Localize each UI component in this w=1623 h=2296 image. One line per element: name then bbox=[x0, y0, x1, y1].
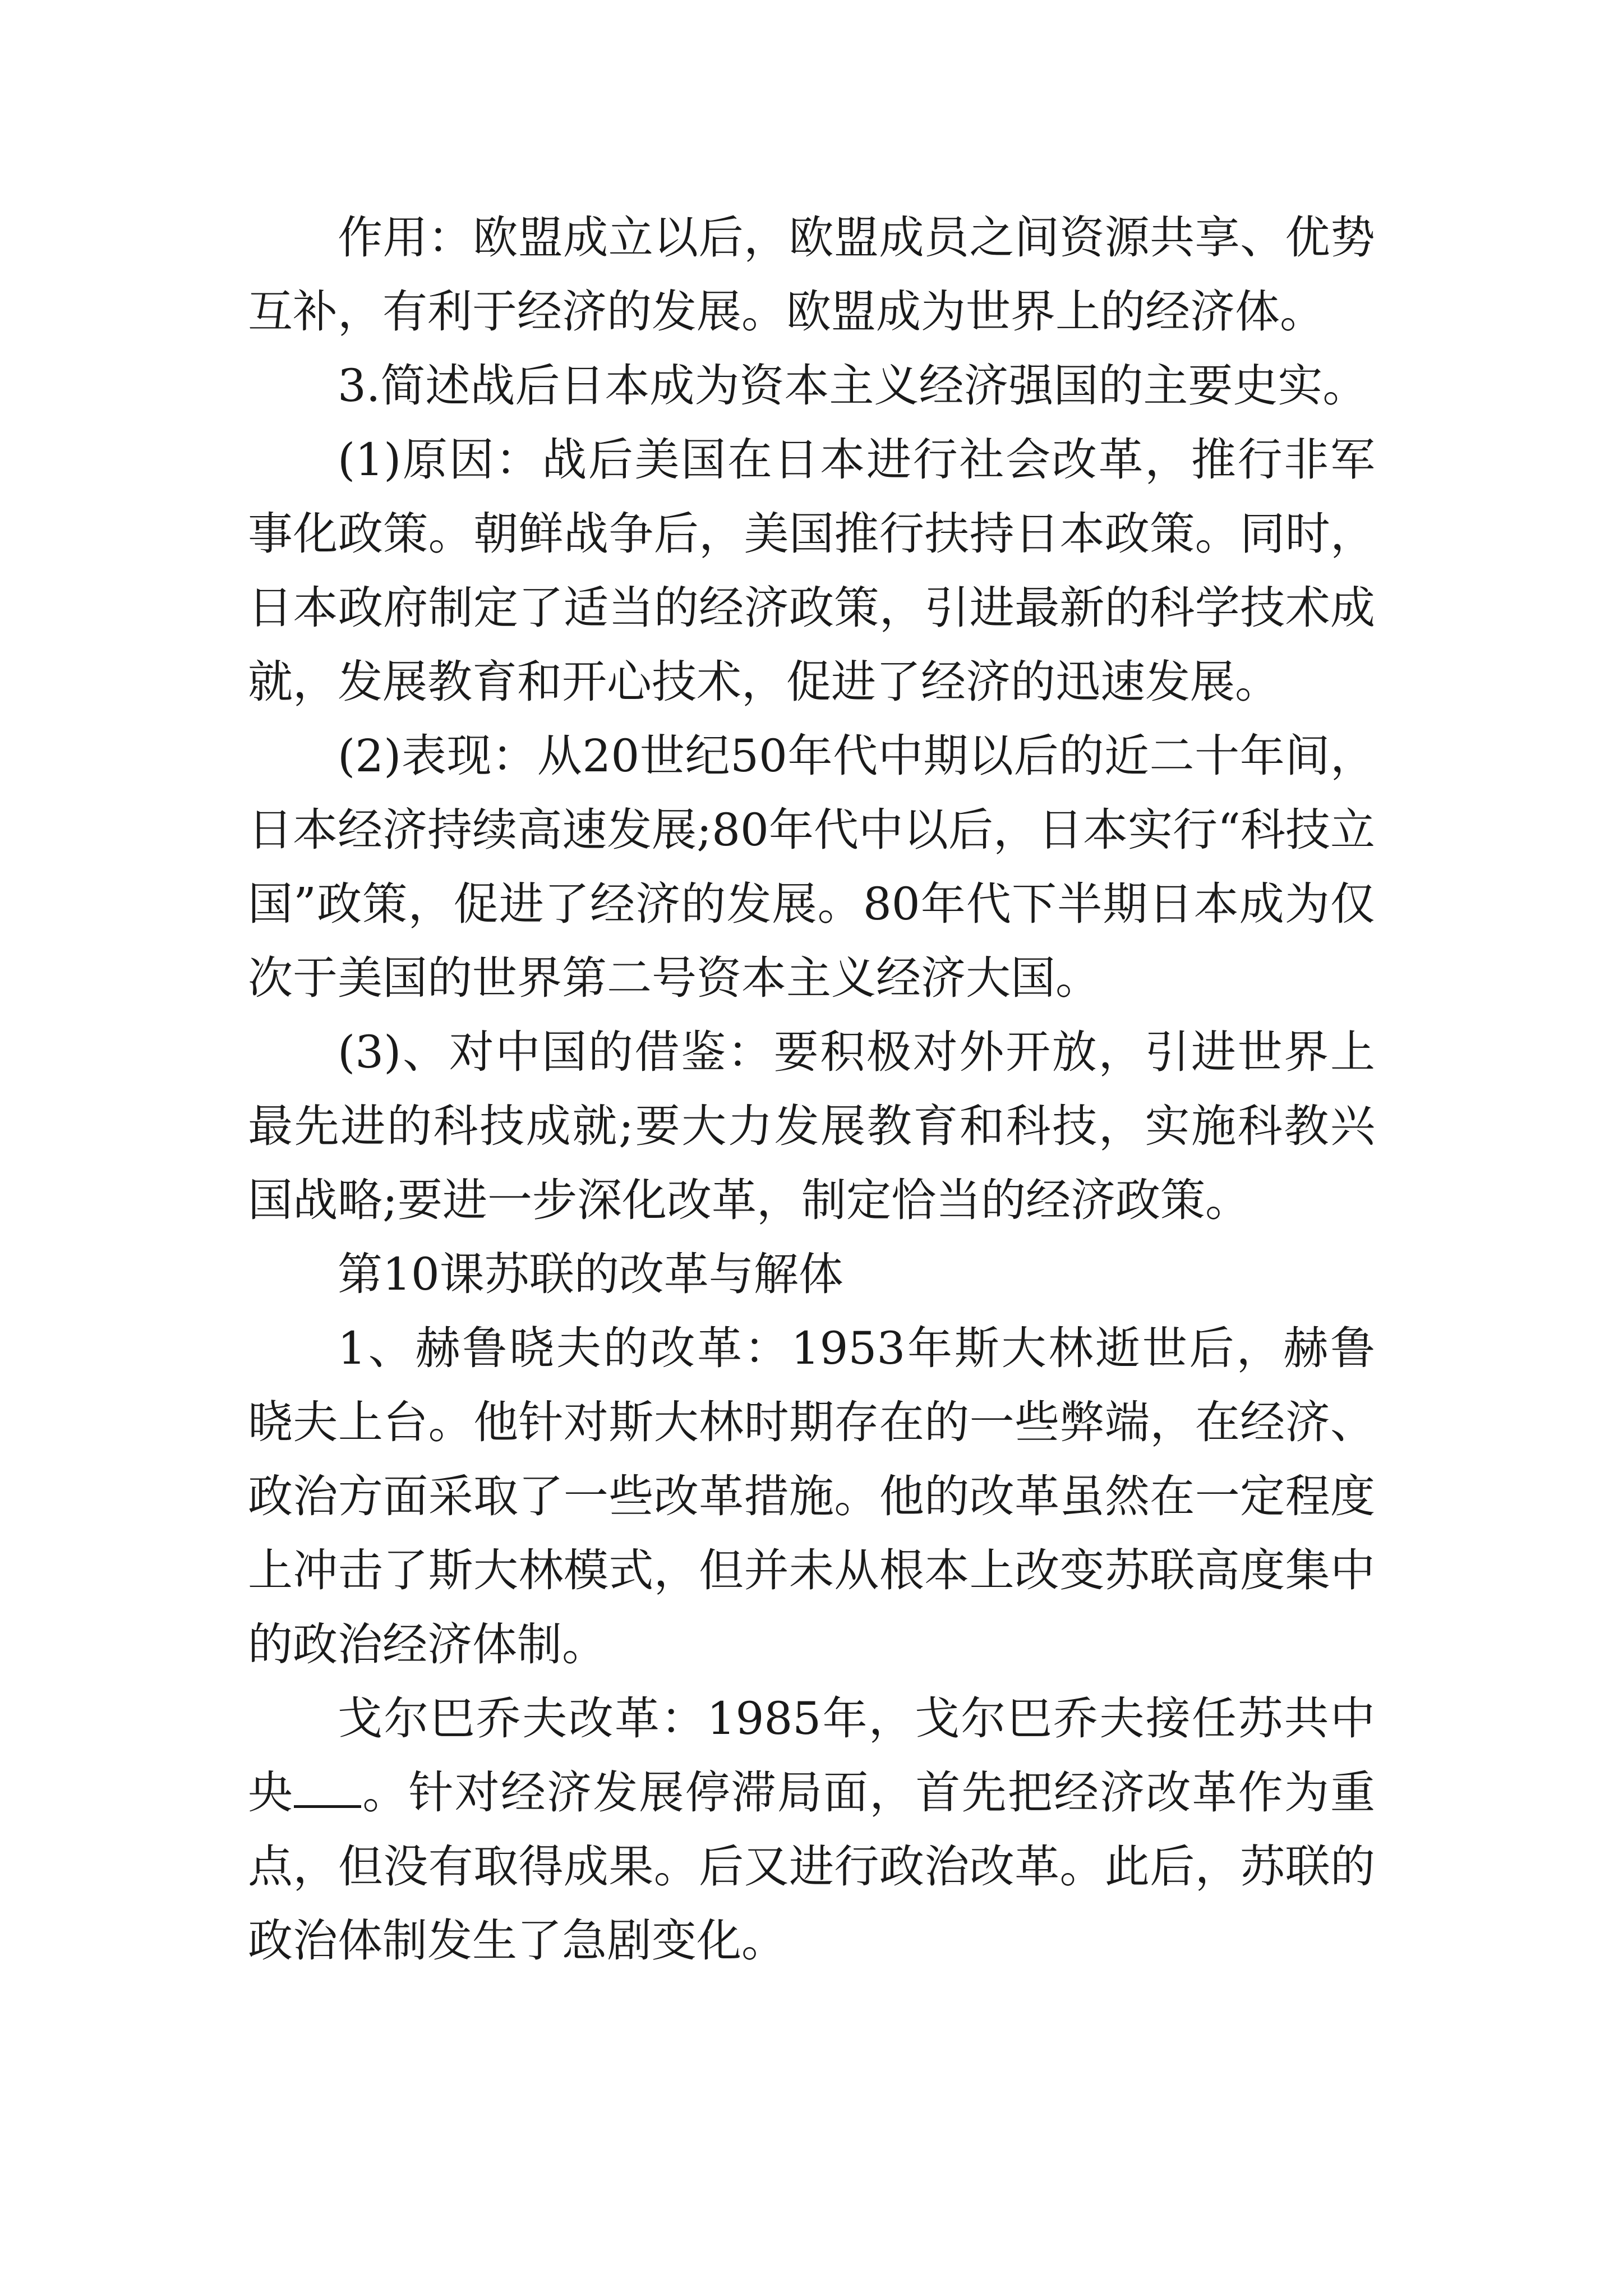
paragraph-japan-performance: (2)表现：从20世纪50年代中期以后的近二十年间，日本经济持续高速发展;80年代中以后，日本实行“科技立国”政策，促进了经济的发展。80年代下半期日本成为仅次于美国的世界第二号资本主义经济大国。 bbox=[248, 730, 1375, 1004]
paragraph-eu-role: 作用：欧盟成立以后，欧盟成员之间资源共享、优势互补，有利于经济的发展。欧盟成为世界上的经济体。 bbox=[248, 211, 1375, 338]
gorbachev-text-start: 戈尔巴乔夫改革：1985年，戈尔巴乔夫接任苏共中央 bbox=[248, 1692, 1375, 1819]
document-body bbox=[248, 201, 1375, 1978]
paragraph-japan-causes: (1)原因：战后美国在日本进行社会改革，推行非军事化政策。朝鲜战争后，美国推行扶持日本政策。同时，日本政府制定了适当的经济政策，引进最新的科学技术成就，发展教育和开心技术，促进了经济的迅速发展。 bbox=[248, 434, 1375, 708]
gorbachev-text-end: 。针对经济发展停滞局面，首先把经济改革作为重点，但没有取得成果。后又进行政治改革。此后，苏联的政治体制发生了急剧变化。 bbox=[248, 1766, 1376, 1967]
lesson-heading: 第10课苏联的改革与解体 bbox=[338, 1248, 843, 1300]
paragraph-khrushchev-reform: 1、赫鲁晓夫的改革：1953年斯大林逝世后，赫鲁晓夫上台。他针对斯大林时期存在的一些弊端，在经济、政治方面采取了一些改革措施。他的改革虽然在一定程度上冲击了斯大林模式，但并未从根本上改变苏联高度集中的政治经济体制。 bbox=[248, 1322, 1375, 1671]
paragraph-gorbachev-reform bbox=[248, 1682, 1375, 1978]
paragraph-lessons-for-china: (3)、对中国的借鉴：要积极对外开放，引进世界上最先进的科技成就;要大力发展教育和科技，实施科教兴国战略;要进一步深化改革，制定恰当的经济政策。 bbox=[248, 1026, 1375, 1226]
fill-in-blank bbox=[294, 1766, 361, 1808]
paragraph-question-japan: 3.简述战后日本成为资本主义经济强国的主要史实。 bbox=[338, 360, 1368, 412]
